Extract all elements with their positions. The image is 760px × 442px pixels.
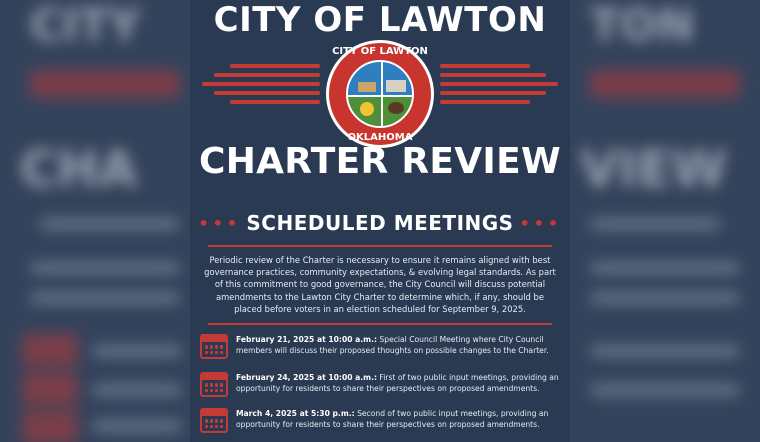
meeting-text (236, 408, 560, 430)
blur-bar (590, 70, 740, 98)
charter-review-poster (190, 0, 570, 442)
meeting-description: Special Council Meeting where City Council members will discuss their proposed thoughts on possible changes to the Charter. (236, 335, 549, 355)
blur-calendar (22, 410, 78, 442)
blur-line (30, 292, 180, 304)
blur-line (92, 420, 182, 432)
scheduled-meetings-header (190, 206, 570, 240)
calendar-icon (200, 372, 228, 397)
poster-title-city: CITY OF LAWTON (213, 0, 547, 40)
calendar-icon (200, 334, 228, 359)
meeting-item (200, 372, 560, 397)
decorative-stripes-right (440, 64, 558, 114)
seal-emblem (346, 60, 414, 128)
blur-bar (30, 70, 180, 98)
poster-title-charter-review: CHARTER REVIEW (199, 141, 561, 182)
divider-bottom (208, 323, 552, 325)
meeting-date: March 4, 2025 at 5:30 p.m.: (236, 409, 355, 418)
seal-top-text: CITY OF LAWTON (332, 46, 428, 57)
blur-title-left: CITY (30, 0, 141, 51)
blur-calendar (22, 372, 78, 406)
blur-line (40, 218, 180, 230)
meeting-description: Second of two public input meetings, providing an opportunity for residents to share their perspectives on proposed amendments. (236, 409, 549, 429)
section-title: SCHEDULED MEETINGS (246, 211, 514, 235)
blur-line (590, 218, 720, 230)
seal-bottom-text: OKLAHOMA (347, 132, 413, 143)
meeting-date: February 24, 2025 at 10:00 a.m.: (236, 373, 378, 382)
blur-charter-right: VIEW (580, 140, 727, 198)
city-seal-icon (326, 40, 434, 148)
decorative-stripes-left (202, 64, 320, 114)
blur-line (92, 384, 182, 396)
blur-line (92, 345, 182, 357)
blur-line (590, 292, 740, 304)
blur-line (30, 262, 180, 274)
blur-line (590, 262, 740, 274)
blur-calendar (22, 333, 78, 367)
meeting-date: February 21, 2025 at 10:00 a.m.: (236, 335, 378, 344)
dots-left: ••• (198, 213, 242, 233)
calendar-icon (200, 408, 228, 433)
intro-paragraph: Periodic review of the Charter is necessary to ensure it remains aligned with best governance practices, community expectations, & evolving legal standards. As part of this commitment to good governance, the City Council will discuss potential amendments to the Lawton City Charter to determine which, if any, should be placed before voters in an election scheduled for September 9, 2025. (204, 255, 556, 314)
meeting-description: First of two public input meetings, providing an opportunity for residents to share their perspectives on proposed amendments. (236, 373, 559, 393)
meeting-text (236, 334, 560, 356)
divider-top (208, 245, 552, 247)
blur-charter-left: CHA (20, 140, 138, 198)
blur-line (590, 345, 740, 357)
blur-title-right: TON (590, 0, 695, 51)
meeting-item (200, 334, 560, 359)
blur-line (590, 384, 740, 396)
meeting-text (236, 372, 560, 394)
dots-right: ••• (519, 213, 563, 233)
meeting-item (200, 408, 560, 433)
